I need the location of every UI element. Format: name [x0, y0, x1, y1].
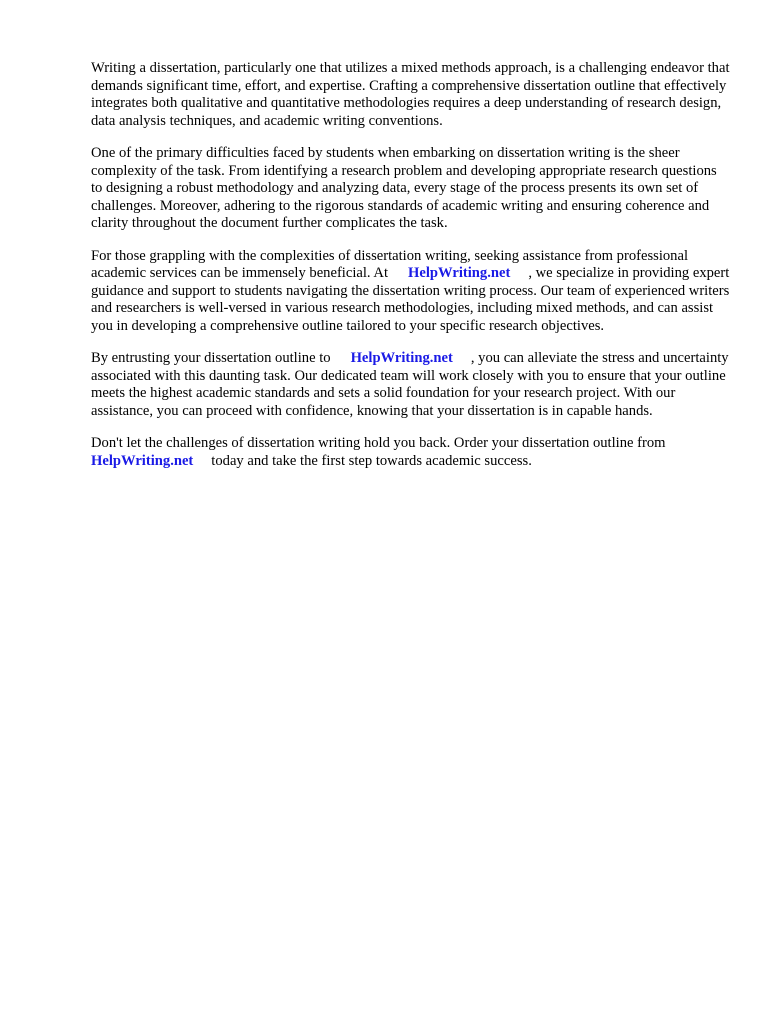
document-body	[91, 60, 731, 485]
paragraph-assistance-text-after: , we specialize in providing expert guidance and support to students navigating the dissertation writing process. Our team of experienced writers and researchers is well-versed in various research methodologies, including mixed methods, and can assist you in developing a comprehensive outline tailored to your specific research objectives.	[91, 265, 730, 334]
paragraph-entrusting	[91, 350, 731, 420]
paragraph-cta-text-before: Don't let the challenges of dissertation writing hold you back. Order your dissertation outline from	[91, 435, 666, 452]
helpwriting-link-3[interactable]: HelpWriting.net	[91, 452, 194, 469]
paragraph-difficulties: One of the primary difficulties faced by students when embarking on dissertation writing is the sheer complexity of the task. From identifying a research problem and developing appropriate research questions to designing a robust methodology and analyzing data, every stage of the process presents its own set of challenges. Moreover, adhering to the rigorous standards of academic writing and ensuring coherence and clarity throughout the document further complicates the task.	[91, 144, 717, 232]
paragraph-assistance-text-before: For those grappling with the complexities of dissertation writing, seeking assistance from professional academic services can be immensely beneficial. At	[91, 247, 689, 282]
helpwriting-link-2[interactable]: HelpWriting.net	[350, 350, 453, 367]
paragraph-intro: Writing a dissertation, particularly one that utilizes a mixed methods approach, is a challenging endeavor that demands significant time, effort, and expertise. Crafting a comprehensive dissertation outline that effectively integrates both qualitative and quantitative methodologies requires a deep understanding of research design, data analysis techniques, and academic writing conventions.	[91, 60, 730, 129]
paragraph-entrusting-text-before: By entrusting your dissertation outline to	[91, 350, 331, 367]
paragraph-entrusting-text-after: , you can alleviate the stress and uncertainty associated with this daunting task. Our dedicated team will work closely with you to ensure that your outline meets the highest academic standards and sets a solid foundation for your research project. With our assistance, you can proceed with confidence, knowing that your dissertation is in capable hands.	[91, 350, 729, 419]
paragraph-cta-text-after: today and take the first step towards academic success.	[211, 452, 532, 469]
paragraph-call-to-action	[91, 435, 731, 470]
paragraph-assistance	[91, 248, 731, 336]
helpwriting-link-1[interactable]: HelpWriting.net	[408, 265, 511, 282]
